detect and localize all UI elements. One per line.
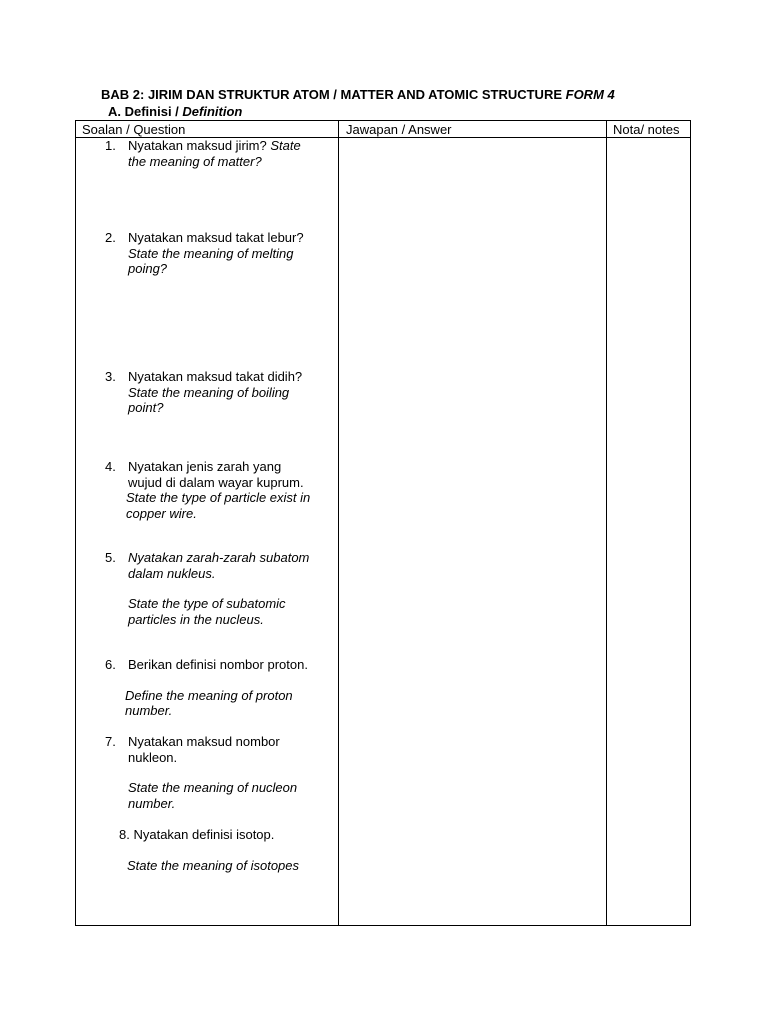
question-number: 4. — [105, 459, 116, 474]
question-text-en: State the meaning of nucleon — [128, 780, 298, 795]
question-text-en: number. — [125, 703, 173, 718]
question-8 — [119, 827, 299, 873]
title-form: FORM 4 — [565, 87, 615, 102]
question-text: Nyatakan jenis zarah yang — [128, 459, 282, 474]
column-divider — [606, 121, 607, 925]
question-text-en: State the meaning of isotopes — [127, 857, 300, 873]
question-7 — [105, 734, 297, 811]
question-line — [128, 138, 301, 154]
question-5 — [105, 550, 309, 627]
question-3 — [105, 369, 302, 416]
question-number: 6. — [105, 657, 116, 672]
question-number: 7. — [105, 734, 116, 749]
question-number: 1. — [105, 138, 116, 153]
header-answer: Jawapan / Answer — [346, 122, 452, 137]
question-text-en: State the meaning of melting — [128, 245, 294, 261]
question-text: Nyatakan maksud takat lebur? — [128, 230, 304, 245]
question-text: Nyatakan maksud takat didih? — [128, 369, 303, 384]
header-notes: Nota/ notes — [613, 122, 680, 137]
question-text: Nyatakan maksud nombor — [128, 734, 280, 749]
question-number: 8. — [119, 827, 130, 842]
section-label-en: Definition — [182, 104, 243, 119]
question-text-en: State the type of subatomic — [128, 596, 286, 611]
question-text-en: particles in the nucleus. — [128, 611, 264, 627]
question-text-en: copper wire. — [126, 505, 197, 521]
question-4 — [105, 459, 310, 521]
question-text-en: State the type of particle exist in — [126, 490, 311, 505]
question-text-en: the meaning of matter? — [128, 153, 262, 169]
section-label: A. Definisi / — [108, 104, 183, 119]
question-text: dalam nukleus. — [128, 565, 216, 581]
question-text-en: State the meaning of boiling — [128, 384, 290, 400]
question-number: 3. — [105, 369, 116, 384]
header-question: Soalan / Question — [82, 122, 186, 137]
question-6 — [105, 657, 308, 719]
question-text: Nyatakan zarah-zarah subatom — [128, 550, 310, 565]
question-text: wujud di dalam wayar kuprum. — [128, 474, 304, 490]
question-text-en: Define the meaning of proton — [125, 687, 293, 703]
question-2 — [105, 230, 304, 277]
section-heading — [108, 104, 242, 119]
question-text: Nyatakan definisi isotop. — [133, 827, 275, 842]
question-text-en: point? — [128, 400, 164, 415]
question-line — [119, 827, 299, 843]
question-number: 5. — [105, 550, 116, 565]
question-text: nukleon. — [128, 749, 178, 765]
question-text-en: poing? — [128, 261, 168, 276]
definition-table — [75, 120, 691, 926]
question-text-en: State — [270, 138, 301, 153]
question-text: Nyatakan maksud jirim? — [128, 138, 271, 153]
column-divider — [338, 121, 339, 925]
question-text-en: number. — [128, 795, 176, 811]
question-text: Berikan definisi nombor proton. — [128, 657, 308, 672]
question-1 — [105, 138, 301, 169]
question-number: 2. — [105, 230, 116, 245]
page-title — [101, 87, 615, 102]
title-main: BAB 2: JIRIM DAN STRUKTUR ATOM / MATTER AND ATOMIC STRUCTURE — [101, 87, 566, 102]
